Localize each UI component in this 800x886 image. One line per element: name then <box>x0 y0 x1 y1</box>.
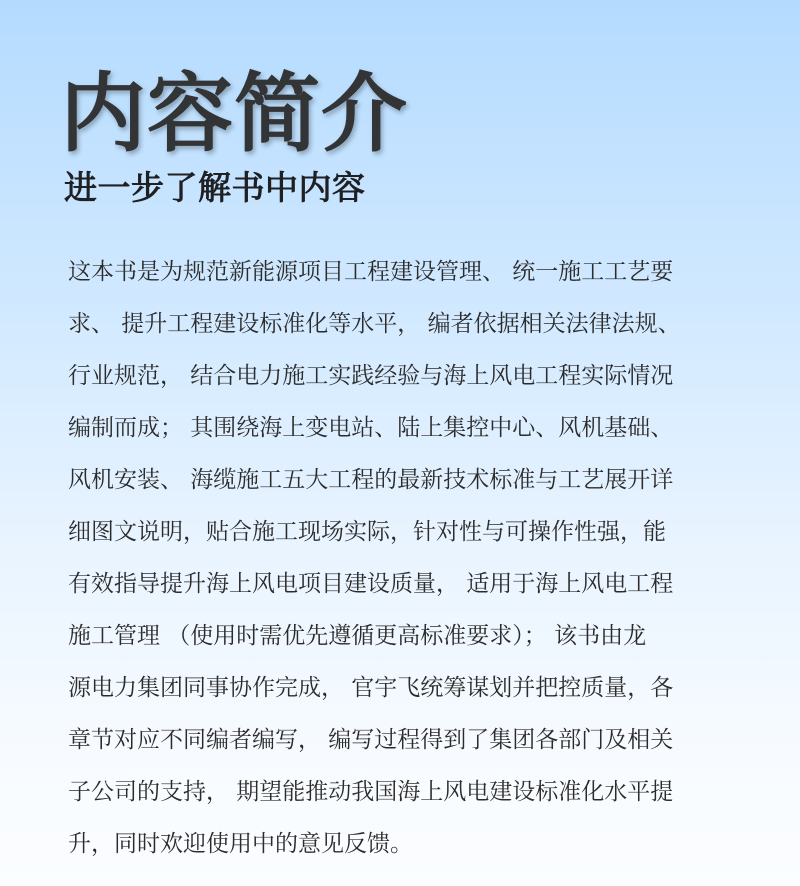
description-line: 有效指导提升海上风电项目建设质量， 适用于海上风电工程 <box>68 571 674 597</box>
page-subtitle: 进一步了解书中内容 <box>64 168 366 207</box>
description-line: 章节对应不同编者编写， 编写过程得到了集团各部门及相关 <box>68 727 674 753</box>
description-line: 求、 提升工程建设标准化等水平， 编者依据相关法律法规、 <box>68 311 681 337</box>
description-text <box>68 246 748 870</box>
description-line: 施工管理 （使用时需优先遵循更高标准要求）； 该书由龙 <box>68 623 647 649</box>
description-line: 这本书是为规范新能源项目工程建设管理、 统一施工工艺要 <box>68 259 674 285</box>
description-line: 风机安装、 海缆施工五大工程的最新技术标准与工艺展开详 <box>68 467 674 493</box>
description-line: 行业规范， 结合电力施工实践经验与海上风电工程实际情况 <box>68 363 674 389</box>
description-line: 子公司的支持， 期望能推动我国海上风电建设标准化水平提 <box>68 779 674 805</box>
description-line: 编制而成； 其围绕海上变电站、陆上集控中心、风机基础、 <box>68 415 674 441</box>
description-line: 源电力集团同事协作完成， 官宇飞统筹谋划并把控质量，各 <box>68 675 674 701</box>
description-line: 升，同时欢迎使用中的意见反馈。 <box>68 831 413 857</box>
description-line: 细图文说明，贴合施工现场实际，针对性与可操作性强，能 <box>68 519 666 545</box>
page-title: 内容简介 <box>60 64 408 164</box>
